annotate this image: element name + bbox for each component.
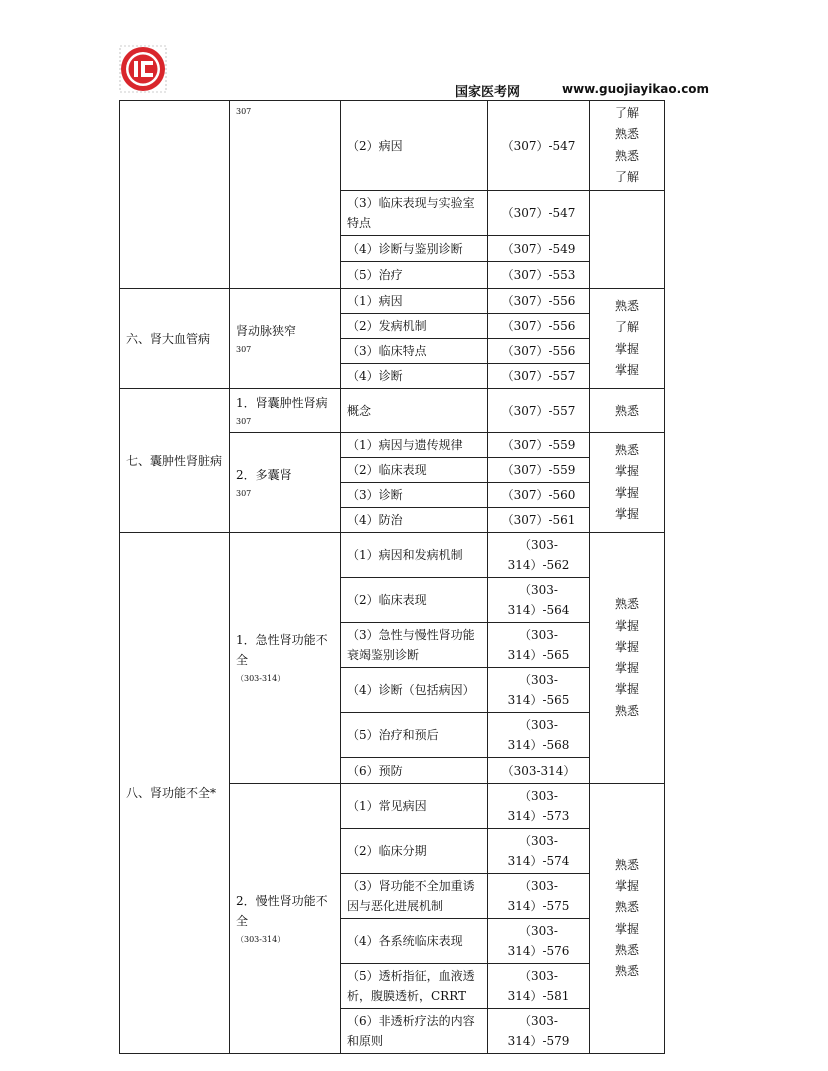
level-cell: 熟悉 了解 掌握 掌握 [590, 289, 665, 389]
ref-cell: （307）-561 [488, 508, 590, 533]
level-cell-empty [590, 191, 665, 289]
site-name: 国家医考网 [455, 85, 521, 100]
ref-cell: （307）-549 [488, 236, 590, 262]
item-cell: （2）临床分期 [341, 829, 488, 874]
ref-cell: （303-314）-579 [488, 1009, 590, 1054]
item-cell: （4）诊断（包括病因） [341, 668, 488, 713]
ref-cell: （307）-557 [488, 389, 590, 433]
ref-cell: （303-314）-564 [488, 578, 590, 623]
ref-cell: （303-314）-568 [488, 713, 590, 758]
item-cell: （4）诊断 [341, 364, 488, 389]
item-cell: （5）治疗 [341, 262, 488, 289]
ref-cell: （303-314）-574 [488, 829, 590, 874]
item-cell: （3）诊断 [341, 483, 488, 508]
ref-cell: （307）-559 [488, 458, 590, 483]
item-cell: 概念 [341, 389, 488, 433]
circle-seal-logo [119, 45, 167, 93]
item-cell: （4）防治 [341, 508, 488, 533]
ref-cell: （303-314）-581 [488, 964, 590, 1009]
section-title: 七、囊肿性肾脏病 [120, 389, 230, 533]
ref-cell: （307）-556 [488, 289, 590, 314]
level-cell: 了解 熟悉 熟悉 了解 [590, 101, 665, 191]
item-cell: （2）临床表现 [341, 458, 488, 483]
ref-cell: （307）-559 [488, 433, 590, 458]
item-cell: （4）诊断与鉴别诊断 [341, 236, 488, 262]
item-cell: （6）预防 [341, 758, 488, 784]
ref-cell: （307）-557 [488, 364, 590, 389]
section-title: 六、肾大血管病 [120, 289, 230, 389]
ref-cell: （303-314）-565 [488, 668, 590, 713]
ref-cell: （307）-547 [488, 101, 590, 191]
ref-cell: （303-314）-576 [488, 919, 590, 964]
section-title: 八、肾功能不全* [120, 533, 230, 1054]
item-cell: （1）病因 [341, 289, 488, 314]
item-cell: （1）病因与遗传规律 [341, 433, 488, 458]
item-cell: （4）各系统临床表现 [341, 919, 488, 964]
ref-cell: （307）-560 [488, 483, 590, 508]
item-cell: （3）临床特点 [341, 339, 488, 364]
ref-cell: （303-314）-562 [488, 533, 590, 578]
item-cell: （1）病因和发病机制 [341, 533, 488, 578]
level-cell: 熟悉 掌握 掌握 掌握 [590, 433, 665, 533]
level-cell: 熟悉 [590, 389, 665, 433]
subsection-cell: 1．肾囊肿性肾病 307 [230, 389, 341, 433]
section-cell-continued [120, 101, 230, 289]
item-cell: （5）治疗和预后 [341, 713, 488, 758]
subsection-cell: 2．慢性肾功能不全 （303-314） [230, 784, 341, 1054]
subsection-cell: 肾动脉狭窄 307 [230, 289, 341, 389]
item-cell: （2）临床表现 [341, 578, 488, 623]
item-cell: （1）常见病因 [341, 784, 488, 829]
ref-cell: （307）-553 [488, 262, 590, 289]
ref-cell: （307）-556 [488, 314, 590, 339]
item-cell: （2）病因 [341, 101, 488, 191]
ref-cell: （303-314） [488, 758, 590, 784]
subsection-cell: 1．急性肾功能不全 （303-314） [230, 533, 341, 784]
ref-cell: （303-314）-575 [488, 874, 590, 919]
ref-cell: （303-314）-565 [488, 623, 590, 668]
ref-cell: （307）-556 [488, 339, 590, 364]
level-cell: 熟悉 掌握 掌握 掌握 掌握 熟悉 [590, 533, 665, 784]
item-cell: （3）肾功能不全加重诱因与恶化进展机制 [341, 874, 488, 919]
item-cell: （3）急性与慢性肾功能衰竭鉴别诊断 [341, 623, 488, 668]
syllabus-table [119, 100, 665, 1054]
item-cell: （6）非透析疗法的内容和原则 [341, 1009, 488, 1054]
ref-cell: （307）-547 [488, 191, 590, 236]
item-cell: （5）透析指征，血液透析，腹膜透析，CRRT [341, 964, 488, 1009]
level-cell: 熟悉 掌握 熟悉 掌握 熟悉 熟悉 [590, 784, 665, 1054]
subsection-cell-continued: 307 [230, 101, 341, 289]
site-url[interactable]: www.guojiayikao.com [562, 82, 710, 96]
item-cell: （2）发病机制 [341, 314, 488, 339]
ref-cell: （303-314）-573 [488, 784, 590, 829]
item-cell: （3）临床表现与实验室特点 [341, 191, 488, 236]
subsection-cell: 2．多囊肾 307 [230, 433, 341, 533]
